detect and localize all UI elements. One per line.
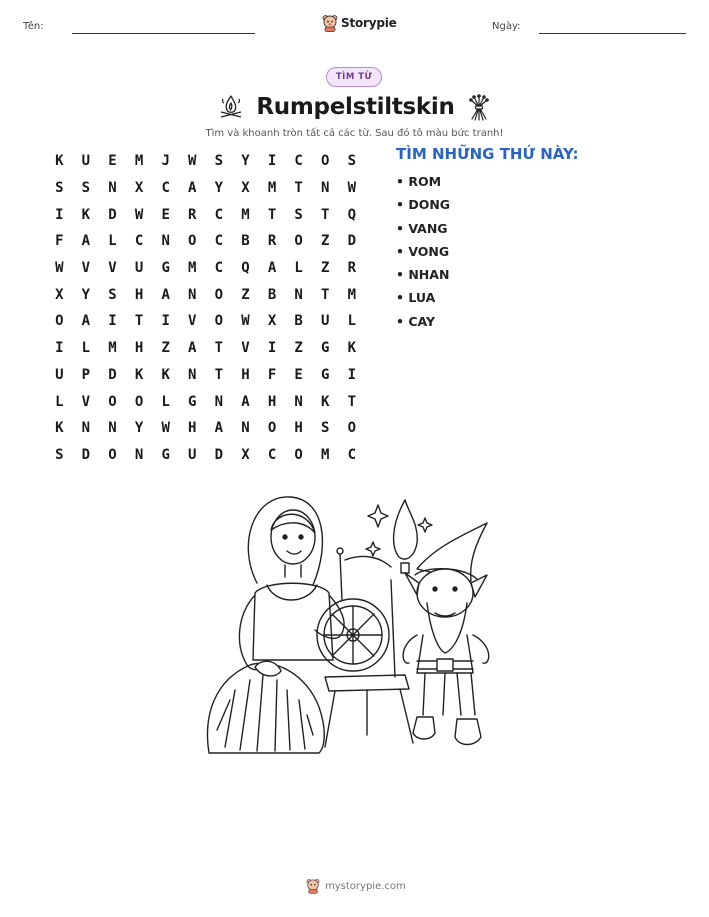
grid-letter[interactable]: K [347,340,357,357]
grid-letter[interactable]: I [108,313,117,330]
grid-letter[interactable]: W [134,206,144,223]
grid-letter[interactable]: M [134,153,144,170]
grid-letter[interactable]: W [161,420,170,437]
grid-letter[interactable]: L [294,260,303,277]
grid-letter[interactable]: Q [347,206,357,223]
grid-letter[interactable]: G [161,260,170,277]
grid-letter[interactable]: I [267,153,277,170]
grid-letter[interactable]: U [188,446,197,463]
grid-letter[interactable]: K [55,420,64,437]
grid-row [46,362,365,389]
grid-letter[interactable]: E [294,366,303,383]
grid-letter[interactable]: O [108,446,117,463]
instructions: Tìm và khoanh tròn tất cả các từ. Sau đó tô màu bức tranh! [205,128,504,139]
grid-row [46,388,365,415]
grid-letter[interactable]: A [81,313,91,330]
grid-letter[interactable]: Z [294,340,303,357]
grid-letter[interactable]: A [188,180,197,197]
grid-letter[interactable]: W [347,180,357,197]
grid-letter[interactable]: U [134,260,144,277]
grid-letter[interactable]: L [108,233,117,250]
grid-letter[interactable]: H [267,393,277,410]
grid-letter[interactable]: I [161,313,170,330]
grid-letter[interactable]: Q [241,260,250,277]
grid-letter[interactable]: Y [134,420,144,437]
grid-letter[interactable]: W [241,313,250,330]
grid-letter[interactable]: V [241,340,250,357]
grid-letter[interactable]: I [347,366,357,383]
grid-letter[interactable]: U [321,313,330,330]
grid-letter[interactable]: T [134,313,144,330]
word-list-title: TÌM NHỮNG THỨ NÀY: [396,145,579,163]
grid-letter[interactable]: C [214,260,224,277]
grid-letter[interactable]: W [55,260,64,277]
grid-letter[interactable]: X [241,446,250,463]
grid-letter[interactable]: L [347,313,357,330]
grid-letter[interactable]: D [108,206,117,223]
grid-letter[interactable]: D [347,233,357,250]
grid-letter[interactable]: S [321,420,330,437]
grid-letter[interactable]: C [267,446,277,463]
grid-letter[interactable]: F [55,233,64,250]
grid-letter[interactable]: G [321,340,330,357]
grid-letter[interactable]: I [267,340,277,357]
grid-letter[interactable]: W [188,153,197,170]
grid-letter[interactable]: N [134,446,144,463]
grid-letter[interactable]: V [108,260,117,277]
grid-letter[interactable]: G [321,366,330,383]
hay-bundle-icon [467,93,491,121]
grid-letter[interactable]: T [321,206,330,223]
grid-letter[interactable]: O [108,393,117,410]
grid-letter[interactable]: M [347,286,357,303]
grid-letter[interactable]: H [188,420,197,437]
grid-letter[interactable]: O [267,420,277,437]
grid-letter[interactable]: T [214,366,224,383]
grid-letter[interactable]: M [241,206,250,223]
spindle-flame [366,500,432,573]
grid-letter[interactable]: Z [161,340,170,357]
grid-letter[interactable]: G [161,446,170,463]
grid-letter[interactable]: X [241,180,250,197]
grid-letter[interactable]: H [134,286,144,303]
grid-letter[interactable]: Y [214,180,224,197]
grid-letter[interactable]: A [214,420,224,437]
grid-letter[interactable]: O [214,313,224,330]
grid-letter[interactable]: R [188,206,197,223]
word-item: • VONG [396,243,450,259]
grid-letter[interactable]: K [321,393,330,410]
name-label: Tên: [23,21,44,32]
grid-letter[interactable]: H [294,420,303,437]
grid-letter[interactable]: X [134,180,144,197]
grid-letter[interactable]: O [321,153,330,170]
grid-letter[interactable]: C [161,180,170,197]
grid-letter[interactable]: X [267,313,277,330]
grid-letter[interactable]: V [188,313,197,330]
brand-logo [322,13,397,33]
grid-letter[interactable]: X [55,286,64,303]
grid-letter[interactable]: O [55,313,64,330]
hay-pile [208,663,325,753]
grid-letter[interactable]: A [81,233,91,250]
grid-letter[interactable]: S [81,180,91,197]
grid-letter[interactable]: T [267,206,277,223]
grid-letter[interactable]: H [241,366,250,383]
grid-letter[interactable]: N [294,393,303,410]
grid-row [46,148,365,175]
grid-letter[interactable]: T [321,286,330,303]
grid-letter[interactable]: J [161,153,170,170]
grid-letter[interactable]: Z [321,260,330,277]
grid-letter[interactable]: M [321,446,330,463]
title-row [0,90,709,124]
word-item: • CAY [396,313,436,329]
grid-row [46,175,365,202]
grid-letter[interactable]: L [81,340,91,357]
word-item: • ROM [396,174,442,189]
grid-row [46,335,365,362]
page-title: Rumpelstiltskin [256,94,455,120]
grid-letter[interactable]: O [188,233,197,250]
grid-letter[interactable]: M [188,260,197,277]
grid-letter[interactable]: O [134,393,144,410]
grid-letter[interactable]: Y [241,153,250,170]
date-line [539,33,686,34]
grid-letter[interactable]: N [161,233,170,250]
grid-letter[interactable]: L [161,393,170,410]
grid-letter[interactable]: O [347,420,357,437]
grid-letter[interactable]: R [267,233,277,250]
grid-letter[interactable]: N [108,420,117,437]
grid-letter[interactable]: N [81,420,91,437]
grid-row [46,415,365,442]
footer-url[interactable]: mystorypie.com [325,880,406,892]
grid-letter[interactable]: Z [241,286,250,303]
grid-letter[interactable]: C [134,233,144,250]
word-search-grid [46,148,365,468]
grid-letter[interactable]: Z [321,233,330,250]
grid-letter[interactable]: N [188,366,197,383]
grid-letter[interactable]: D [81,446,91,463]
grid-row [46,281,365,308]
word-list [396,170,450,333]
brand-name: Storypie [341,16,397,30]
grid-letter[interactable]: C [294,153,303,170]
grid-letter[interactable]: N [321,180,330,197]
grid-letter[interactable]: N [108,180,117,197]
grid-letter[interactable]: N [214,393,224,410]
grid-letter[interactable]: K [55,153,64,170]
grid-letter[interactable]: C [214,206,224,223]
grid-letter[interactable]: B [294,313,303,330]
grid-letter[interactable]: S [294,206,303,223]
footer [306,878,406,894]
grid-letter[interactable]: I [55,340,64,357]
word-item: • DONG [396,197,451,213]
grid-letter[interactable]: E [108,153,117,170]
grid-letter[interactable]: O [214,286,224,303]
grid-letter[interactable]: U [55,366,64,383]
grid-letter[interactable]: K [161,366,170,383]
word-item: • VANG [396,220,448,236]
grid-letter[interactable]: C [347,446,357,463]
grid-letter[interactable]: S [214,153,224,170]
grid-letter[interactable]: O [294,233,303,250]
grid-letter[interactable]: D [214,446,224,463]
grid-letter[interactable]: A [241,393,250,410]
grid-letter[interactable]: D [108,366,117,383]
word-item: • LUA [396,290,436,306]
gnome-figure [403,523,489,745]
grid-letter[interactable]: A [161,286,170,303]
coloring-illustration [195,485,515,760]
grid-letter[interactable]: G [188,393,197,410]
grid-letter[interactable]: S [55,446,64,463]
activity-badge: TÌM TỪ [326,67,382,87]
grid-letter[interactable]: O [294,446,303,463]
grid-letter[interactable]: N [241,420,250,437]
grid-letter[interactable]: V [81,260,91,277]
grid-letter[interactable]: R [347,260,357,277]
grid-letter[interactable]: F [267,366,277,383]
grid-letter[interactable]: T [347,393,357,410]
grid-letter[interactable]: S [347,153,357,170]
grid-letter[interactable]: A [188,340,197,357]
grid-letter[interactable]: H [134,340,144,357]
grid-row [46,442,365,469]
grid-row [46,308,365,335]
grid-letter[interactable]: M [267,180,277,197]
bear-mascot-icon [322,14,338,32]
grid-row [46,201,365,228]
bear-mascot-icon [306,878,320,894]
grid-letter[interactable]: U [81,153,91,170]
name-line [72,33,255,34]
grid-row [46,228,365,255]
grid-letter[interactable]: S [108,286,117,303]
grid-row [46,255,365,282]
grid-letter[interactable]: N [188,286,197,303]
word-item: • NHAN [396,267,450,283]
grid-letter[interactable]: S [55,180,64,197]
grid-letter[interactable]: E [161,206,170,223]
grid-letter[interactable]: A [267,260,277,277]
grid-letter[interactable]: B [241,233,250,250]
grid-letter[interactable]: B [267,286,277,303]
grid-letter[interactable]: T [214,340,224,357]
grid-letter[interactable]: K [134,366,144,383]
grid-letter[interactable]: M [108,340,117,357]
grid-letter[interactable]: P [81,366,91,383]
grid-letter[interactable]: K [81,206,91,223]
grid-letter[interactable]: V [81,393,91,410]
grid-letter[interactable]: I [55,206,64,223]
grid-letter[interactable]: N [294,286,303,303]
date-label: Ngày: [492,21,521,32]
campfire-icon [218,93,244,121]
grid-letter[interactable]: Y [81,286,91,303]
grid-letter[interactable]: T [294,180,303,197]
grid-letter[interactable]: C [214,233,224,250]
grid-letter[interactable]: L [55,393,64,410]
